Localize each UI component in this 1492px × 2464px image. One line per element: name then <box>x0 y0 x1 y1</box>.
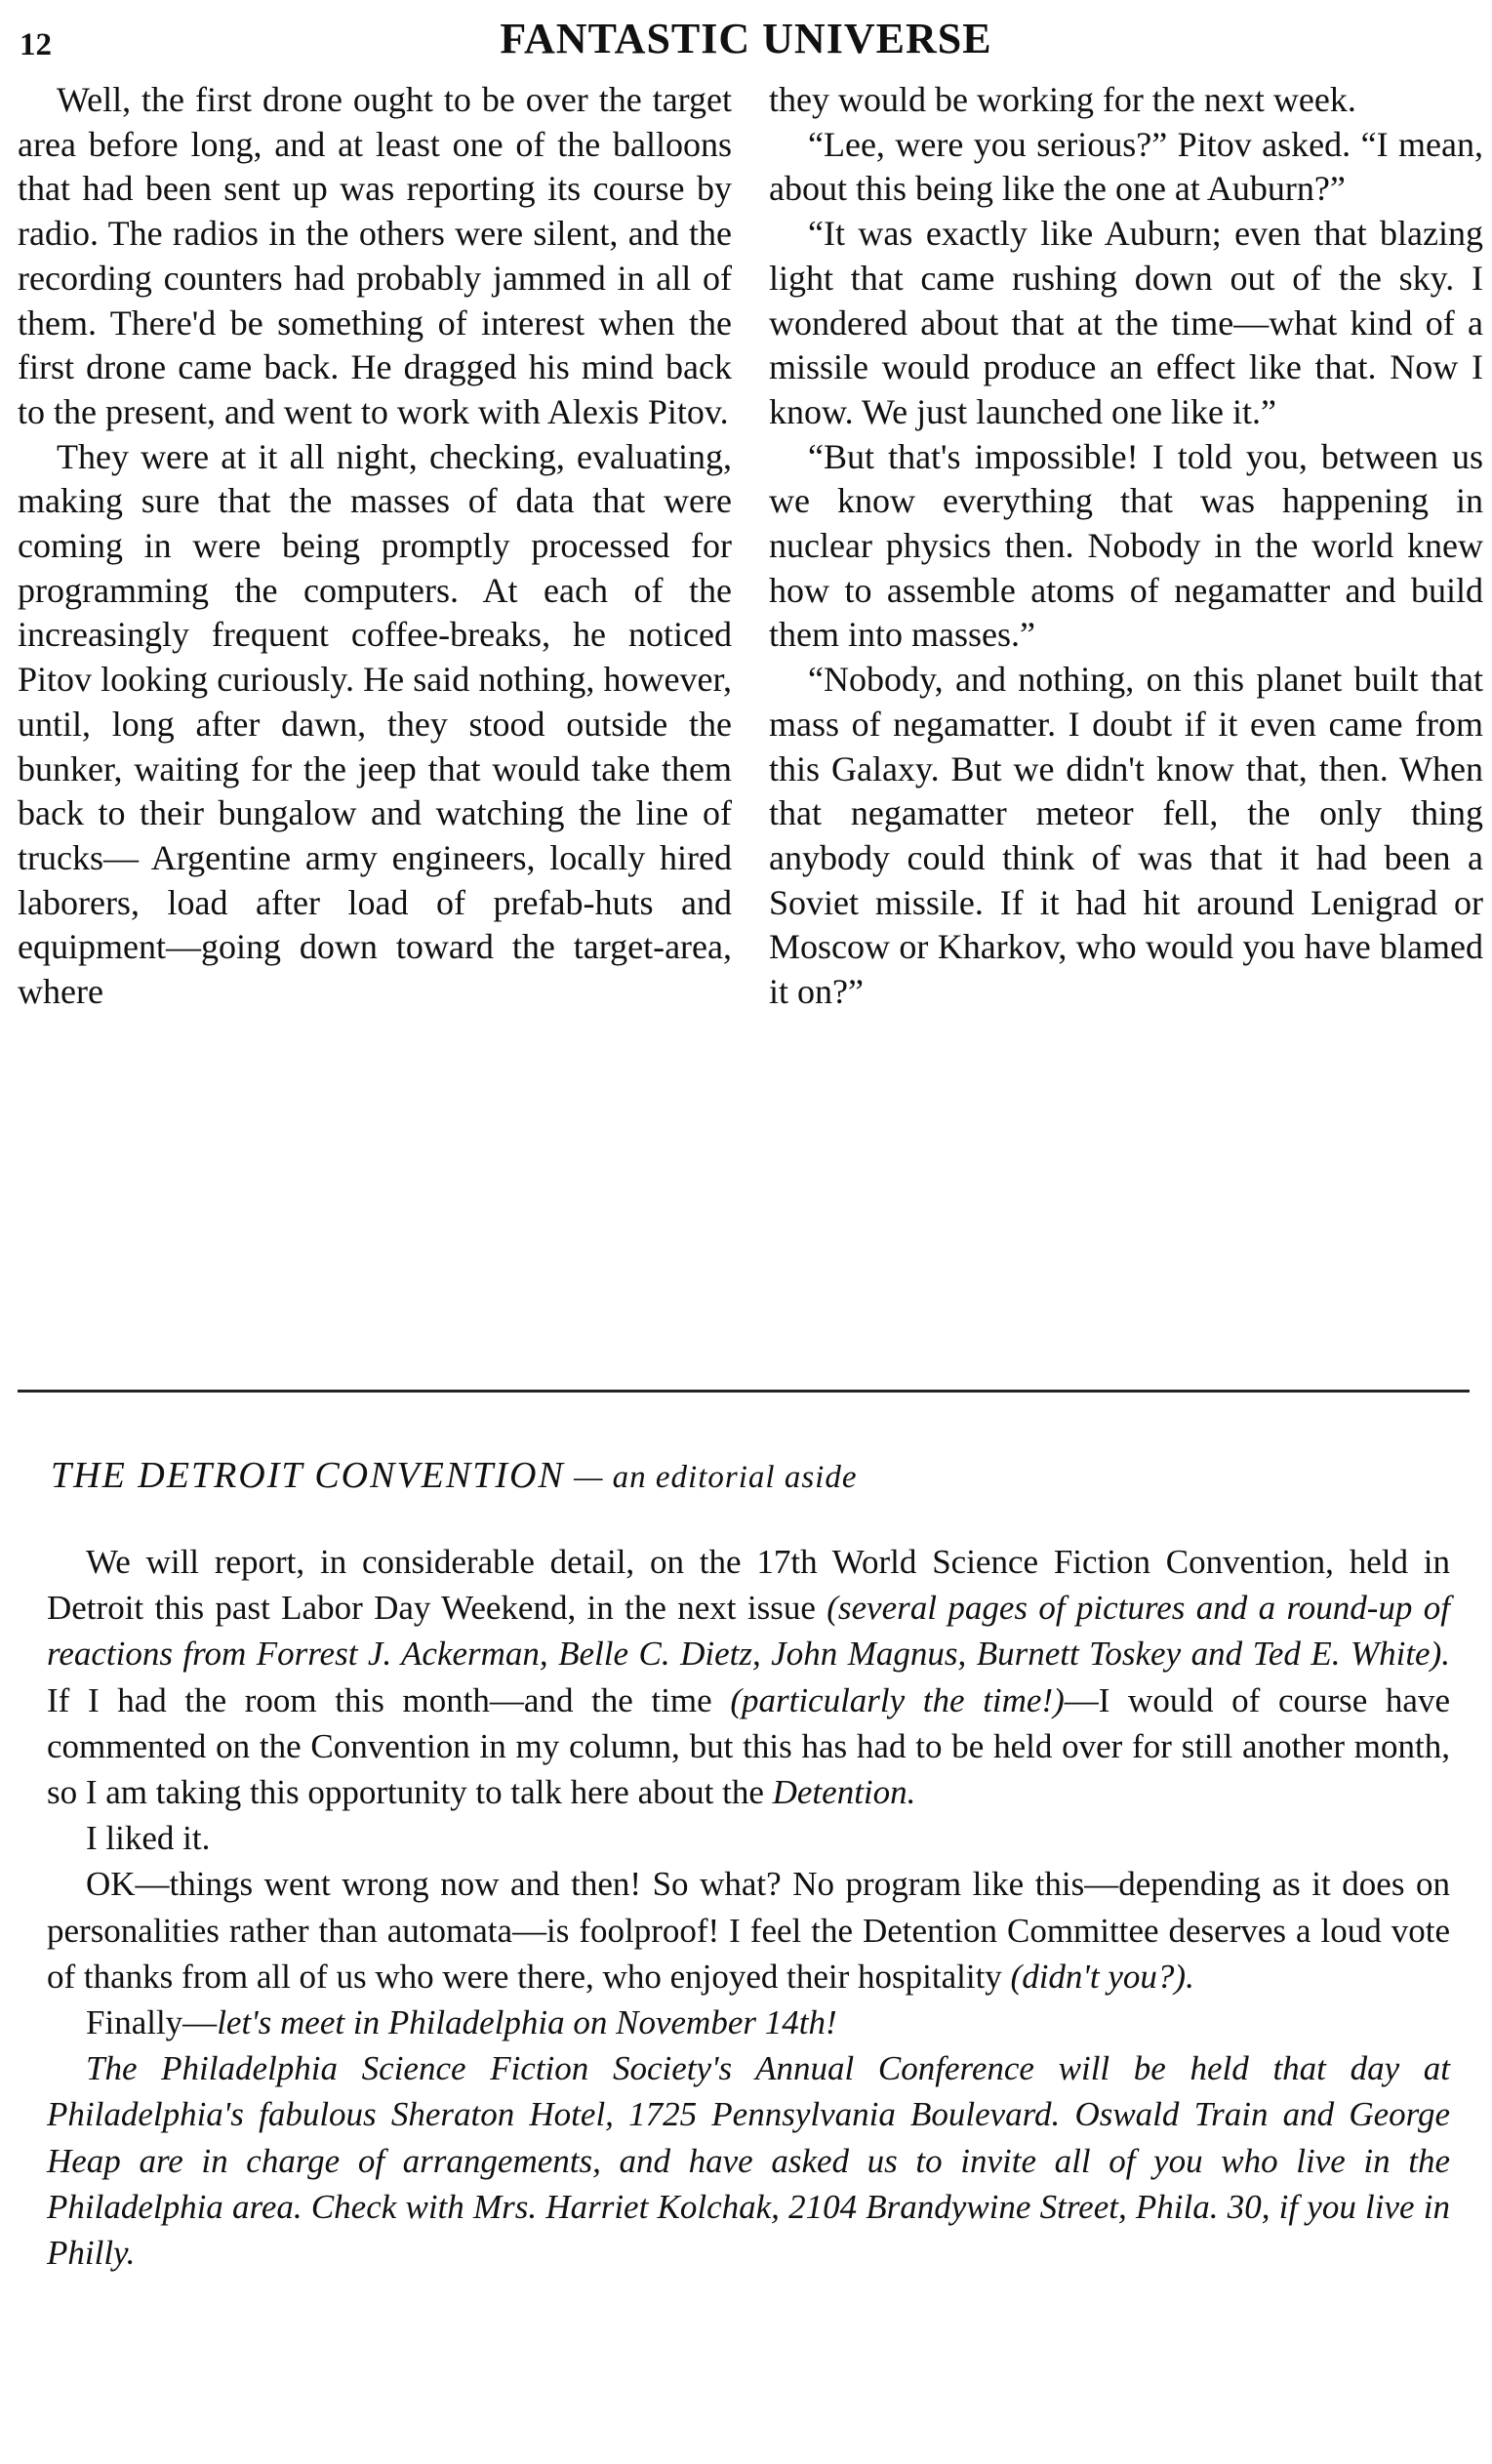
story-left-column <box>18 78 732 1015</box>
story-paragraph: They were at it all night, checking, evaluating, making sure that the masses of data that were coming in were being promptly processed for programming the computers. At each of the increasingly frequent coffee-breaks, he noticed Pitov looking curiously. He said nothing, however, until, long after dawn, they stood outside the bunker, waiting for the jeep that would take them back to their bungalow and watching the line of trucks— Argentine army engineers, locally hired laborers, load after load of prefab-huts and equipment—going down toward the target-area, where <box>18 436 732 1012</box>
editorial-subtitle: — an editorial aside <box>564 1460 858 1495</box>
story-paragraph: “Lee, were you serious?” Pitov asked. “I mean, about this being like the one at Auburn?” <box>769 124 1483 209</box>
story-continuation: they would be working for the next week. <box>769 80 1356 119</box>
editorial-heading <box>51 1454 857 1497</box>
story-paragraph: “It was exactly like Auburn; even that blazing light that came rushing down out of the sky. I wondered about that at the time—what kind of a missile would produce an effect like that. Now I know. We just launched one like it.” <box>769 214 1483 431</box>
page-header <box>0 14 1492 72</box>
story-paragraph: “But that's impossible! I told you, between us we know everything that was happening in nuclear physics then. Nobody in the world knew how to assemble atoms of negamatter and build them into masses.” <box>769 436 1483 655</box>
editorial-title: THE DETROIT CONVENTION <box>51 1455 565 1496</box>
editorial-paragraph: Finally—let's meet in Philadelphia on November 14th! <box>86 2003 837 2042</box>
editorial-paragraph: The Philadelphia Science Fiction Society's Annual Conference will be held that day at Philadelphia's fabulous Sheraton Hotel, 1725 Pennsylvania Boulevard. Oswald Train and George Heap are in charge of arrangements, and have asked us to invite all of you who live in the Philadelphia area. Check with Mrs. Harriet Kolchak, 2104 Brandywine Street, Phila. 30, if you live in Philly. <box>47 2049 1450 2273</box>
page-number: 12 <box>20 27 52 62</box>
story-paragraph: Well, the first drone ought to be over the target area before long, and at least one of the balloons that had been sent up was reporting its course by radio. The radios in the others were silent, and the recording counters had probably jammed in all of them. There'd be something of interest when the first drone came back. He dragged his mind back to the present, and went to work with Alexis Pitov. <box>18 80 732 431</box>
story-paragraph: “Nobody, and nothing, on this planet built that mass of negamatter. I doubt if it even came from this Galaxy. But we didn't know that, then. When that negamatter meteor fell, the only thing anybody could think of was that it had been a Soviet missile. If it had hit around Lenigrad or Moscow or Kharkov, who would you have blamed it on?” <box>769 660 1483 1012</box>
story-right-column <box>769 78 1483 1015</box>
editorial-body <box>47 1539 1450 2276</box>
section-divider <box>18 1390 1470 1393</box>
editorial-paragraph: I liked it. <box>86 1819 211 1858</box>
editorial-paragraph: OK—things went wrong now and then! So what? No program like this—depending as it does on personalities rather than automata—is foolproof! I feel the Detention Committee deserves a loud vote of thanks from all of us who were there, who enjoyed their hospitality (didn't you?). <box>47 1865 1450 1996</box>
magazine-title: FANTASTIC UNIVERSE <box>500 15 992 62</box>
editorial-paragraph: We will report, in considerable detail, on the 17th World Science Fiction Convention, held in Detroit this past Labor Day Weekend, in the next issue (several pages of pictures and a round-up of reactions from Forrest J. Ackerman, Belle C. Dietz, John Magnus, Burnett Toskey and Ted E. White). If I had the room this month—and the time (particularly the time!)—I would of course have commented on the Convention in my column, but this has had to be held over for still another month, so I am taking this opportunity to talk here about the Detention. <box>47 1543 1450 1812</box>
